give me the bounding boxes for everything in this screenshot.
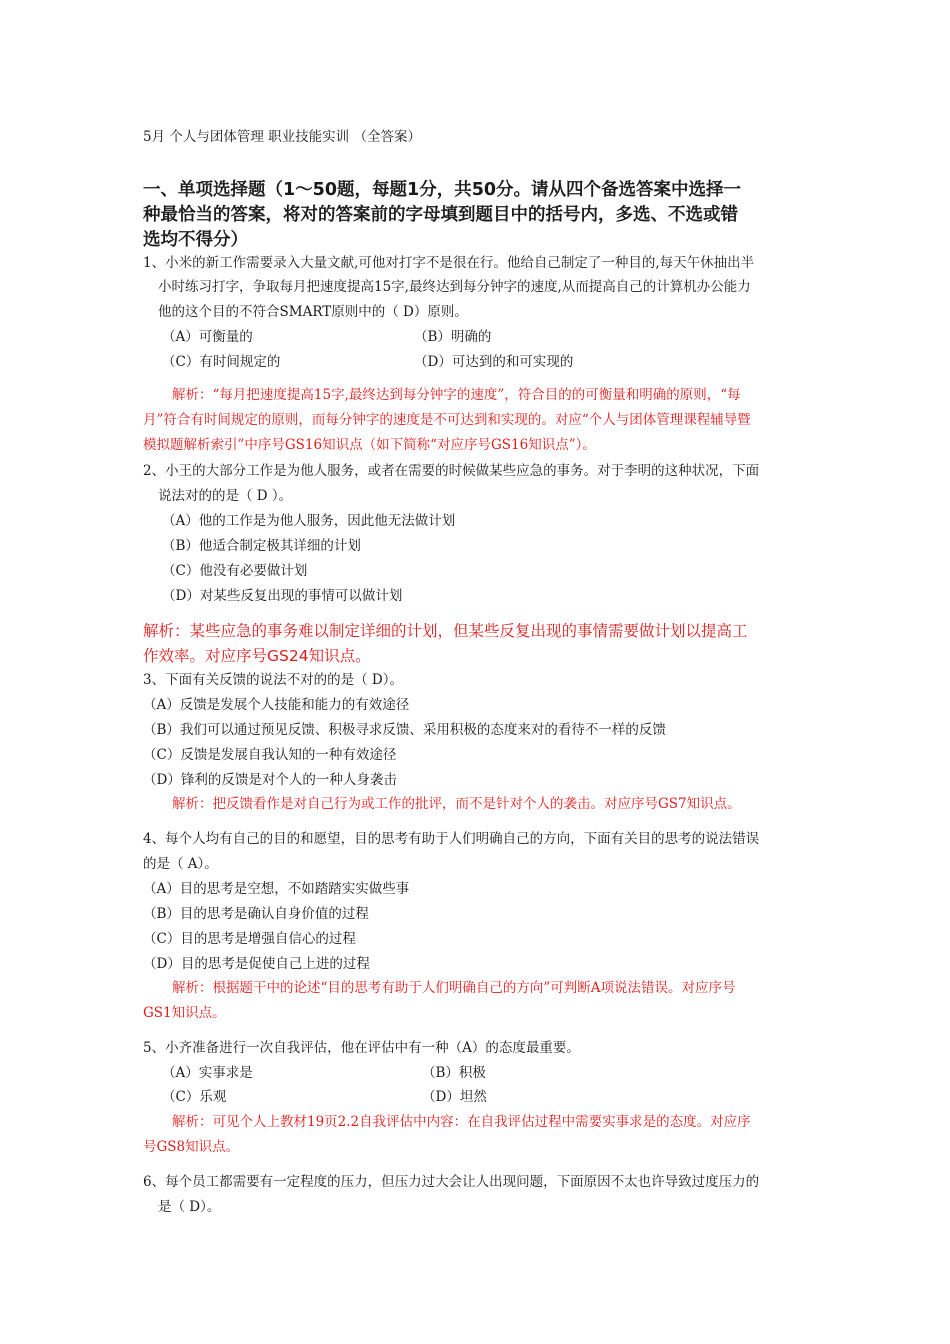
question-1-stem: 1、小米的新工作需要录入大量文献,可他对打字不是很在行。他给自己制定了一种目的,每天午休抽出半 bbox=[143, 255, 755, 271]
question-5-option-a: （A）实事求是 bbox=[162, 1065, 253, 1081]
question-2-analysis: 作效率。对应序号GS24知识点。 bbox=[143, 647, 371, 665]
section-heading-line: 选均不得分） bbox=[143, 230, 248, 250]
question-5-analysis: 号GS8知识点。 bbox=[143, 1139, 240, 1155]
question-2-stem: 说法对的的是（ D ）。 bbox=[158, 488, 293, 504]
question-3-option-b: （B）我们可以通过预见反馈、积极寻求反馈、采用积极的态度来对的看待不一样的反馈 bbox=[143, 722, 666, 738]
question-1-analysis: 模拟题解析索引”中序号GS16知识点（如下简称“对应序号GS16知识点”）。 bbox=[143, 437, 596, 453]
question-1-stem: 小时练习打字，争取每月把速度提高15字,最终达到每分钟字的速度,从而提高自己的计算机办公能力 bbox=[158, 279, 751, 295]
question-5-analysis: 解析：可见个人上教材19页2.2自我评估中内容：在自我评估过程中需要实事求是的态度。对应序 bbox=[172, 1114, 751, 1130]
question-4-analysis: GS1知识点。 bbox=[143, 1005, 226, 1021]
question-4-option-b: （B）目的思考是确认自身价值的过程 bbox=[143, 906, 369, 922]
question-4-option-c: （C）目的思考是增强自信心的过程 bbox=[143, 931, 356, 947]
question-1-analysis: 解析：“每月把速度提高15字,最终达到每分钟字的速度”，符合目的的可衡量和明确的原则，“每 bbox=[172, 387, 741, 403]
question-1-analysis: 月”符合有时间规定的原则，而每分钟字的速度是不可达到和实现的。对应“个人与团体管理课程辅导暨 bbox=[143, 412, 751, 428]
question-4-stem: 4、每个人均有自己的目的和愿望，目的思考有助于人们明确自己的方向，下面有关目的思考的说法错误 bbox=[143, 831, 760, 847]
question-4-analysis: 解析：根据题干中的论述“目的思考有助于人们明确自己的方向”可判断A项说法错误。对应序号 bbox=[172, 980, 736, 996]
question-1-option-d: （D）可达到的和可实现的 bbox=[414, 354, 574, 370]
question-3-option-a: （A）反馈是发展个人技能和能力的有效途径 bbox=[143, 697, 410, 713]
section-heading bbox=[143, 178, 813, 253]
question-5-option-d: （D）坦然 bbox=[422, 1089, 487, 1105]
question-2-analysis: 解析：某些应急的事务难以制定详细的计划，但某些反复出现的事情需要做计划以提高工 bbox=[143, 622, 748, 640]
question-5-stem: 5、小齐准备进行一次自我评估，他在评估中有一种（A）的态度最重要。 bbox=[143, 1040, 580, 1056]
question-5-option-b: （B）积极 bbox=[422, 1065, 486, 1081]
question-6-stem: 是（ D）。 bbox=[158, 1199, 221, 1215]
question-3-analysis: 解析：把反馈看作是对自己行为或工作的批评，而不是针对个人的袭击。对应序号GS7知识点。 bbox=[172, 796, 741, 812]
section-heading-line: 种最恰当的答案，将对的答案前的字母填到题目中的括号内，多选、不选或错 bbox=[143, 205, 738, 225]
question-3-option-d: （D）锋利的反馈是对个人的一种人身袭击 bbox=[143, 772, 397, 788]
question-6-stem: 6、每个员工都需要有一定程度的压力，但压力过大会让人出现问题，下面原因不太也许导致过度压力的 bbox=[143, 1174, 760, 1190]
question-1-option-c: （C）有时间规定的 bbox=[162, 354, 281, 370]
question-4-stem: 的是（ A）。 bbox=[143, 856, 218, 872]
question-3-option-c: （C）反馈是发展自我认知的一种有效途径 bbox=[143, 747, 397, 763]
question-1-option-a: （A）可衡量的 bbox=[162, 329, 253, 345]
question-4-option-a: （A）目的思考是空想，不如踏踏实实做些事 bbox=[143, 881, 410, 897]
question-5-option-c: （C）乐观 bbox=[162, 1089, 227, 1105]
question-1-option-b: （B）明确的 bbox=[414, 329, 492, 345]
question-3-stem: 3、下面有关反馈的说法不对的的是（ D）。 bbox=[143, 672, 403, 688]
question-2-option-b: （B）他适合制定极其详细的计划 bbox=[162, 538, 361, 554]
question-2-stem: 2、小王的大部分工作是为他人服务，或者在需要的时候做某些应急的事务。对于李明的这种状况，下面 bbox=[143, 463, 760, 479]
question-4-option-d: （D）目的思考是促使自己上进的过程 bbox=[143, 956, 370, 972]
document-title: 5月 个人与团体管理 职业技能实训 （全答案） bbox=[143, 129, 421, 145]
question-2-option-c: （C）他没有必要做计划 bbox=[162, 563, 308, 579]
question-2-option-a: （A）他的工作是为他人服务，因此他无法做计划 bbox=[162, 513, 456, 529]
question-1-stem: 他的这个目的不符合SMART原则中的（ D）原则。 bbox=[158, 304, 468, 320]
section-heading-line: 一、单项选择题（1～50题，每题1分，共50分。请从四个备选答案中选择一 bbox=[143, 180, 742, 200]
question-2-option-d: （D）对某些反复出现的事情可以做计划 bbox=[162, 588, 403, 604]
